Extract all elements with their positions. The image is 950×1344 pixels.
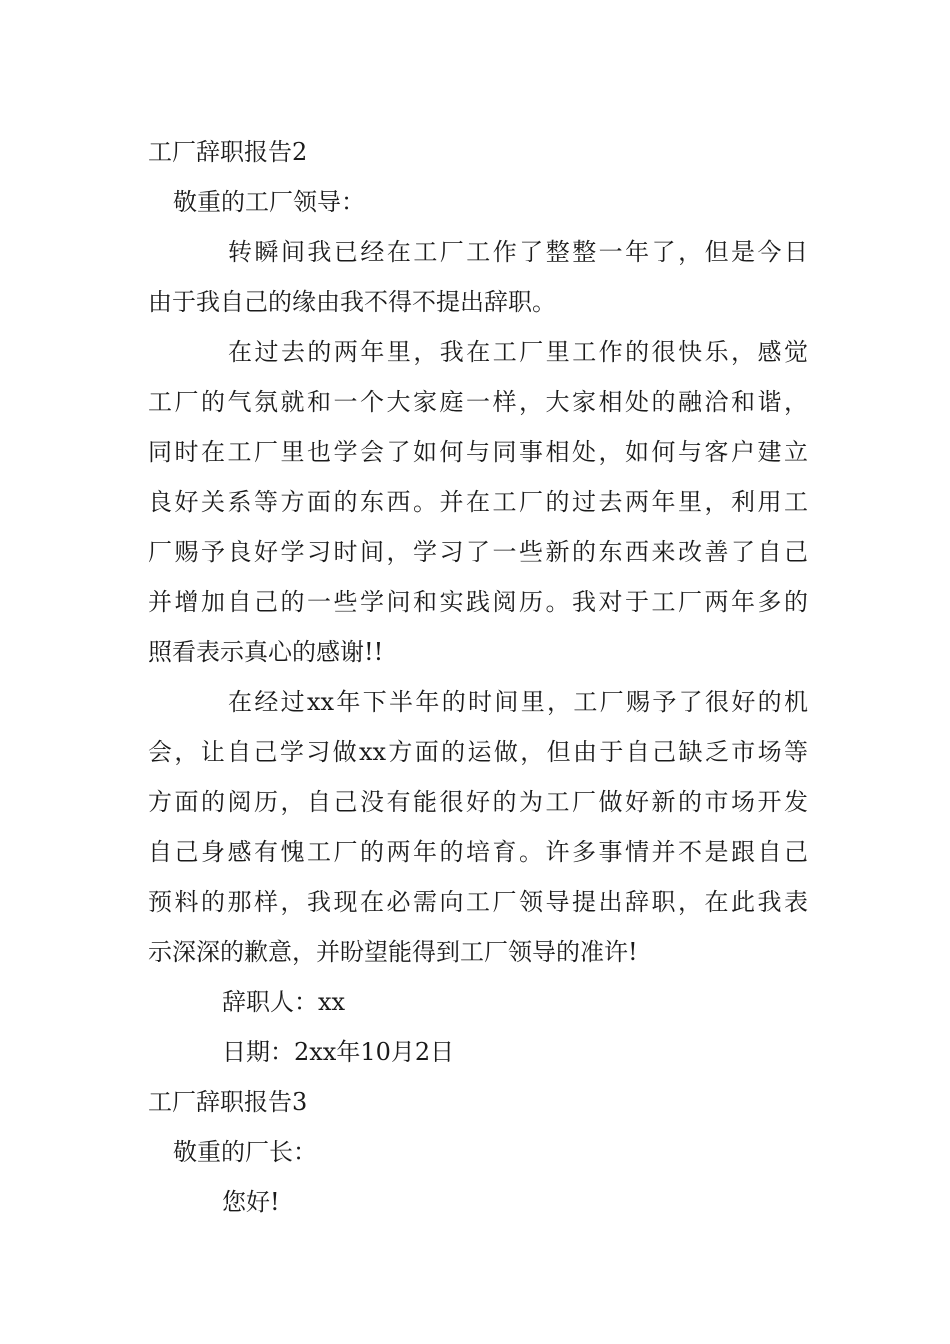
paragraph-line: 转瞬间我已经在工厂工作了整整一年了，但是今日 <box>228 238 808 266</box>
paragraph-line: 在过去的两年里，我在工厂里工作的很快乐，感觉 <box>228 338 808 366</box>
paragraph-line: 会，让自己学习做xx方面的运做，但由于自己缺乏市场等 <box>148 738 808 766</box>
paragraph-line: 厂赐予良好学习时间，学习了一些新的东西来改善了自己 <box>148 538 808 566</box>
section-title-3: 工厂辞职报告3 <box>148 1088 308 1116</box>
paragraph-line: 示深深的歉意，并盼望能得到工厂领导的准许! <box>148 938 638 966</box>
paragraph-line: 由于我自己的缘由我不得不提出辞职。 <box>148 288 556 316</box>
paragraph-line: 方面的阅历，自己没有能很好的为工厂做好新的市场开发 <box>148 788 808 816</box>
paragraph-line: 自己身感有愧工厂的两年的培育。许多事情并不是跟自己 <box>148 838 808 866</box>
paragraph-line: 在经过xx年下半年的时间里，工厂赐予了很好的机 <box>228 688 808 716</box>
salutation: 敬重的工厂领导： <box>173 188 365 216</box>
signer-line: 辞职人：xx <box>222 988 346 1016</box>
paragraph-line: 并增加自己的一些学问和实践阅历。我对于工厂两年多的 <box>148 588 808 616</box>
paragraph-line: 工厂的气氛就和一个大家庭一样，大家相处的融洽和谐， <box>148 388 808 416</box>
greeting-line: 您好! <box>222 1188 280 1216</box>
date-line: 日期：2xx年10月2日 <box>222 1038 455 1066</box>
paragraph-line: 预料的那样，我现在必需向工厂领导提出辞职，在此我表 <box>148 888 808 916</box>
salutation: 敬重的厂长： <box>173 1138 317 1166</box>
section-title-2: 工厂辞职报告2 <box>148 138 308 166</box>
paragraph-line: 同时在工厂里也学会了如何与同事相处，如何与客户建立 <box>148 438 808 466</box>
paragraph-line: 照看表示真心的感谢!! <box>148 638 384 666</box>
paragraph-line: 良好关系等方面的东西。并在工厂的过去两年里，利用工 <box>148 488 808 516</box>
